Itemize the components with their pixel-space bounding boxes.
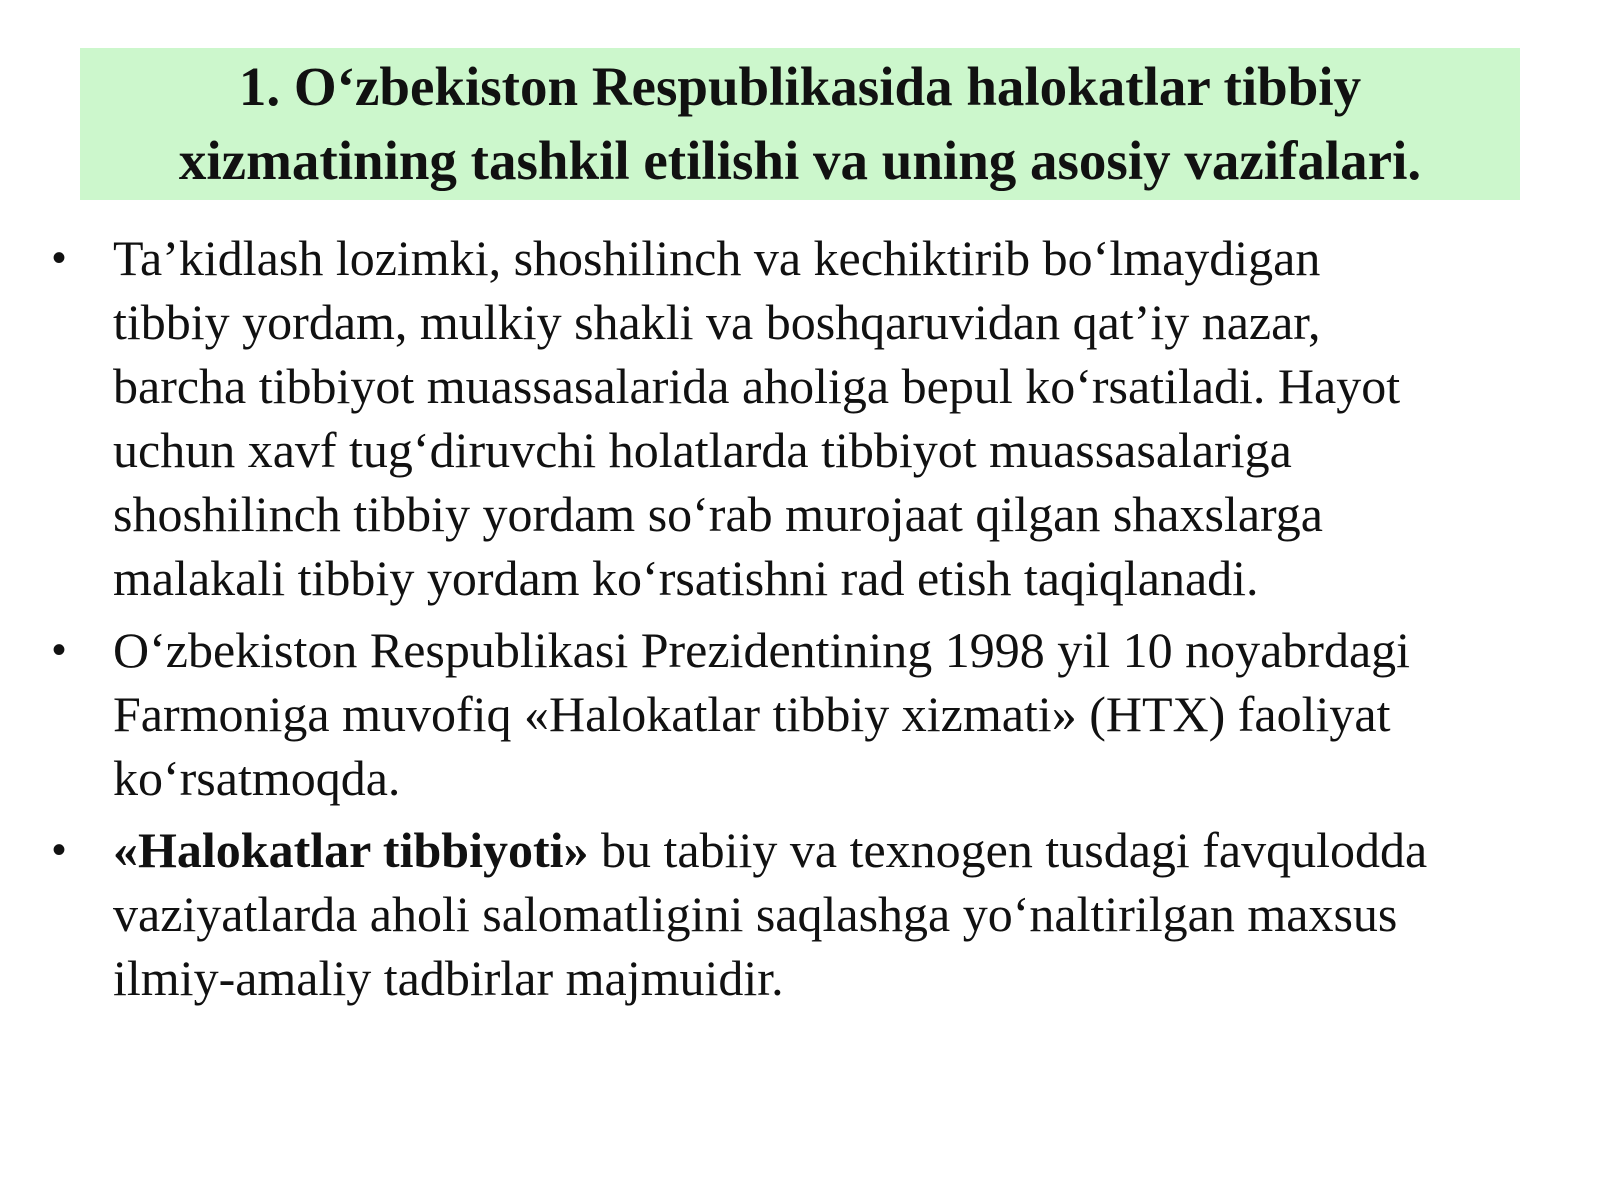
- bullet-text-2: [113, 618, 1600, 810]
- slide-title-line-2: xizmatining tashkil etilishi va uning asosiy vazifalari.: [178, 130, 1422, 191]
- bullet-text-3: [113, 818, 1600, 1010]
- text-line-first: [113, 818, 1600, 882]
- text-line: O‘zbekiston Respublikasi Prezidentining 1998 yil 10 noyabrdagi: [113, 622, 1411, 678]
- bullet-icon: •: [52, 236, 67, 280]
- text-line: ilmiy-amaliy tadbirlar majmuidir.: [113, 950, 784, 1006]
- bullet-list: [0, 226, 1600, 1018]
- text-line: vaziyatlarda aholi salomatligini saqlashga yo‘naltirilgan maxsus: [113, 886, 1398, 942]
- text-line: malakali tibbiy yordam ko‘rsatishni rad etish taqiqlanadi.: [113, 550, 1259, 606]
- text-line: Farmoniga muvofiq «Halokatlar tibbiy xizmati» (HTX) faoliyat: [113, 686, 1391, 742]
- term-definition: bu tabiiy va texnogen tusdagi favqulodda: [588, 822, 1428, 878]
- bullet-item-1: [0, 226, 1600, 610]
- text-line: tibbiy yordam, mulkiy shakli va boshqaruvidan qat’iy nazar,: [113, 294, 1321, 350]
- slide-title: [80, 48, 1520, 200]
- bullet-item-2: [0, 618, 1600, 810]
- bullet-text-1: [113, 226, 1600, 610]
- text-line: Ta’kidlash lozimki, shoshilinch va kechiktirib bo‘lmaydigan: [113, 230, 1321, 286]
- text-line: barcha tibbiyot muassasalarida aholiga bepul ko‘rsatiladi. Hayot: [113, 358, 1401, 414]
- slide-title-line-1: 1. O‘zbekiston Respublikasida halokatlar tibbiy: [238, 56, 1362, 117]
- text-line: uchun xavf tug‘diruvchi holatlarda tibbiyot muassasalariga: [113, 422, 1292, 478]
- bullet-icon: •: [52, 628, 67, 672]
- text-line: ko‘rsatmoqda.: [113, 750, 401, 806]
- bullet-item-3: [0, 818, 1600, 1010]
- bullet-icon: •: [52, 828, 67, 872]
- bold-term: «Halokatlar tibbiyoti»: [113, 822, 589, 878]
- text-line: shoshilinch tibbiy yordam so‘rab murojaat qilgan shaxslarga: [113, 486, 1323, 542]
